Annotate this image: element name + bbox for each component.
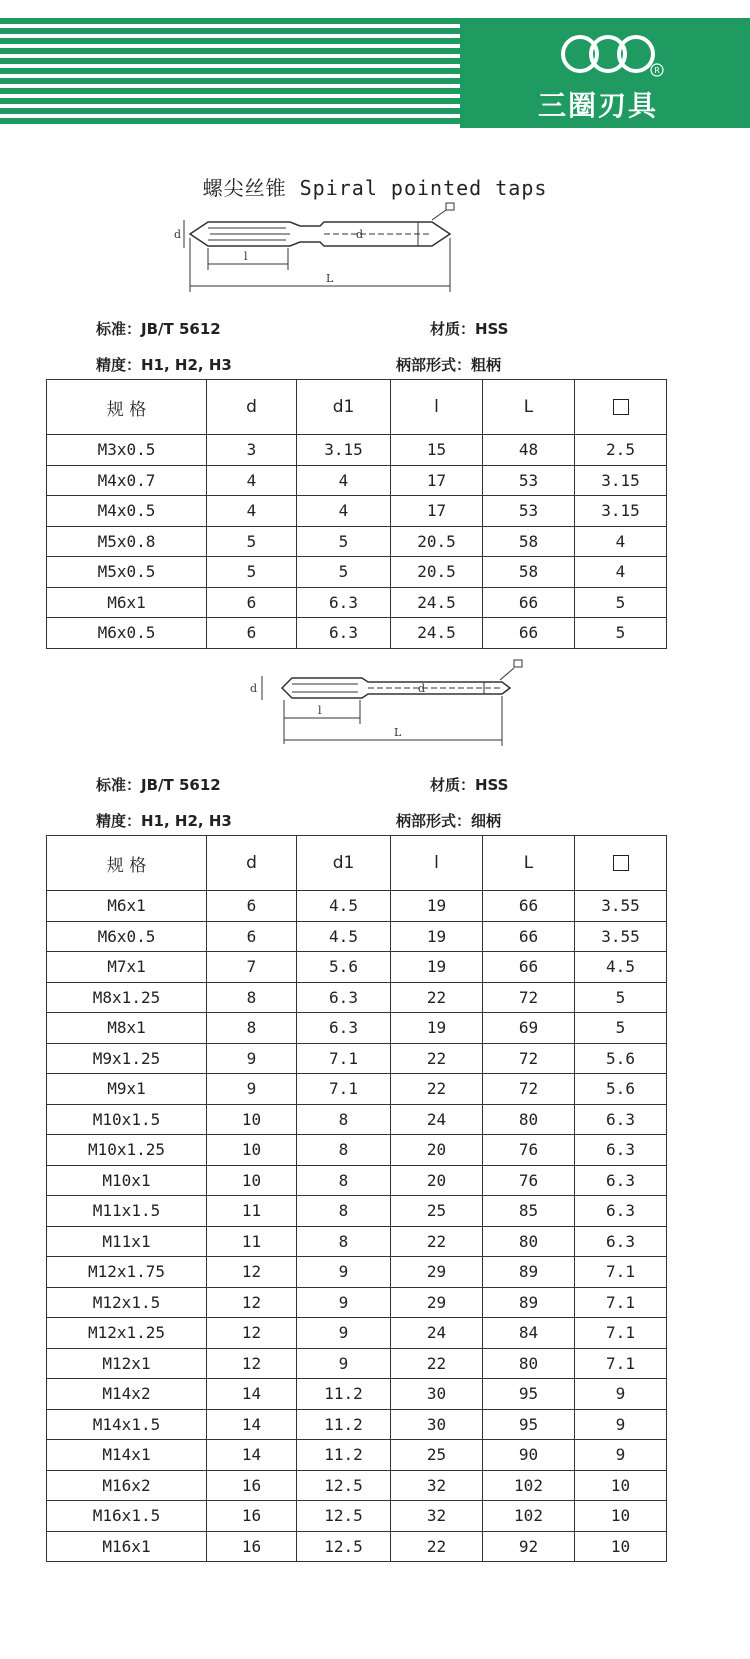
table-cell: 22 xyxy=(391,1074,483,1105)
table-cell: 22 xyxy=(391,1531,483,1562)
table-cell: 90 xyxy=(483,1440,575,1471)
table-cell: 29 xyxy=(391,1287,483,1318)
table-cell: 92 xyxy=(483,1531,575,1562)
table-cell: M6x0.5 xyxy=(47,921,207,952)
table-cell: 32 xyxy=(391,1501,483,1532)
table-row xyxy=(47,1318,667,1349)
column-header: d xyxy=(207,836,297,891)
table-cell: 10 xyxy=(575,1470,667,1501)
table-row xyxy=(47,435,667,466)
table-cell: 12 xyxy=(207,1257,297,1288)
table-row xyxy=(47,1501,667,1532)
table-cell: 76 xyxy=(483,1165,575,1196)
table-cell: 80 xyxy=(483,1348,575,1379)
table-cell: 19 xyxy=(391,921,483,952)
column-header xyxy=(575,836,667,891)
table-cell: 3.55 xyxy=(575,891,667,922)
table-cell: M6x1 xyxy=(47,891,207,922)
table-row xyxy=(47,1348,667,1379)
table-cell: 22 xyxy=(391,1226,483,1257)
square-shank-icon xyxy=(613,855,629,871)
table-cell: 30 xyxy=(391,1409,483,1440)
table-row xyxy=(47,1135,667,1166)
table-cell: 9 xyxy=(575,1379,667,1410)
spec-standard: 标准：JB/T 5612 xyxy=(96,320,221,338)
table-cell: 69 xyxy=(483,1013,575,1044)
table-cell: 8 xyxy=(207,982,297,1013)
table-cell: M8x1 xyxy=(47,1013,207,1044)
table-cell: 6.3 xyxy=(575,1226,667,1257)
column-header: 规 格 xyxy=(47,380,207,435)
table-cell: 66 xyxy=(483,891,575,922)
registered-mark: R xyxy=(654,66,660,75)
table-cell: 3.15 xyxy=(297,435,391,466)
table-cell: 4 xyxy=(207,465,297,496)
table-cell: 17 xyxy=(391,465,483,496)
table-cell: M6x0.5 xyxy=(47,618,207,649)
table-cell: 58 xyxy=(483,557,575,588)
table-row xyxy=(47,618,667,649)
table-cell: 3.15 xyxy=(575,465,667,496)
table-cell: 8 xyxy=(297,1104,391,1135)
table-cell: 11 xyxy=(207,1226,297,1257)
table-cell: 19 xyxy=(391,1013,483,1044)
table-cell: 48 xyxy=(483,435,575,466)
drawing-d-label: d xyxy=(174,228,182,241)
column-header xyxy=(575,380,667,435)
brand-box xyxy=(460,18,750,128)
table-cell: 84 xyxy=(483,1318,575,1349)
table-cell: M4x0.5 xyxy=(47,496,207,527)
table-cell: M3x0.5 xyxy=(47,435,207,466)
three-rings-logo-icon xyxy=(560,32,670,80)
table-cell: 15 xyxy=(391,435,483,466)
table-cell: M16x1.5 xyxy=(47,1501,207,1532)
column-header: L xyxy=(483,380,575,435)
column-header: l xyxy=(391,836,483,891)
table-row xyxy=(47,1074,667,1105)
table-cell: 12.5 xyxy=(297,1501,391,1532)
table-cell: 12.5 xyxy=(297,1470,391,1501)
table-cell: 24.5 xyxy=(391,618,483,649)
table-cell: M7x1 xyxy=(47,952,207,983)
table-cell: M5x0.5 xyxy=(47,557,207,588)
table-cell: M9x1.25 xyxy=(47,1043,207,1074)
table-cell: M5x0.8 xyxy=(47,526,207,557)
table-cell: 6.3 xyxy=(297,1013,391,1044)
table-cell: 66 xyxy=(483,921,575,952)
table-cell: 12 xyxy=(207,1318,297,1349)
table-cell: 95 xyxy=(483,1409,575,1440)
table-row xyxy=(47,1531,667,1562)
tap-drawing-coarse-shank xyxy=(170,198,510,308)
table-cell: M10x1 xyxy=(47,1165,207,1196)
spec2-shank: 柄部形式：细柄 xyxy=(396,812,502,830)
tap-drawing-reduced-shank xyxy=(232,652,532,758)
drawing-L-label: L xyxy=(326,272,334,285)
table-cell: 5 xyxy=(575,1013,667,1044)
table-cell: 7.1 xyxy=(575,1348,667,1379)
table-cell: 4.5 xyxy=(297,921,391,952)
drawing2-d-label: d xyxy=(250,682,258,695)
table-cell: 11.2 xyxy=(297,1440,391,1471)
table-row xyxy=(47,1287,667,1318)
table-cell: 89 xyxy=(483,1257,575,1288)
drawing2-l-label: l xyxy=(318,704,322,717)
table-row xyxy=(47,1470,667,1501)
column-header: d1 xyxy=(297,836,391,891)
table-cell: M8x1.25 xyxy=(47,982,207,1013)
table-cell: M11x1 xyxy=(47,1226,207,1257)
table-cell: 25 xyxy=(391,1440,483,1471)
spec-material: 材质：HSS xyxy=(430,320,509,338)
drawing-l-label: l xyxy=(244,250,248,263)
table-cell: 6 xyxy=(207,891,297,922)
table-cell: M12x1 xyxy=(47,1348,207,1379)
brand-name: 三圈刃具 xyxy=(538,89,659,122)
table-cell: 5.6 xyxy=(575,1074,667,1105)
table-cell: 9 xyxy=(575,1440,667,1471)
table-row xyxy=(47,891,667,922)
table-cell: 102 xyxy=(483,1470,575,1501)
table-cell: 6.3 xyxy=(575,1135,667,1166)
table-cell: M4x0.7 xyxy=(47,465,207,496)
table-cell: 9 xyxy=(207,1043,297,1074)
table-cell: 5 xyxy=(575,587,667,618)
table-row xyxy=(47,1013,667,1044)
table-cell: 11.2 xyxy=(297,1379,391,1410)
table-header-row xyxy=(47,380,667,435)
table-cell: 22 xyxy=(391,982,483,1013)
table-cell: 95 xyxy=(483,1379,575,1410)
brand-banner xyxy=(0,18,750,128)
table-row xyxy=(47,1165,667,1196)
table-cell: 10 xyxy=(575,1501,667,1532)
table-cell: 20 xyxy=(391,1135,483,1166)
table-cell: 9 xyxy=(297,1287,391,1318)
table-row xyxy=(47,1104,667,1135)
table-cell: 5 xyxy=(207,526,297,557)
table-cell: 29 xyxy=(391,1257,483,1288)
table-row xyxy=(47,1379,667,1410)
table-cell: M14x1.5 xyxy=(47,1409,207,1440)
table-cell: M10x1.5 xyxy=(47,1104,207,1135)
table-row xyxy=(47,1257,667,1288)
table-cell: 14 xyxy=(207,1379,297,1410)
table-cell: 76 xyxy=(483,1135,575,1166)
table-cell: 5 xyxy=(575,982,667,1013)
banner-stripes xyxy=(0,18,460,128)
spec-accuracy: 精度：H1, H2, H3 xyxy=(96,356,232,374)
table-cell: 14 xyxy=(207,1409,297,1440)
table-cell: M16x1 xyxy=(47,1531,207,1562)
table-cell: 10 xyxy=(207,1104,297,1135)
table-row xyxy=(47,557,667,588)
table-cell: 14 xyxy=(207,1440,297,1471)
spec-table-reduced-shank xyxy=(46,835,667,1562)
spec2-accuracy: 精度：H1, H2, H3 xyxy=(96,812,232,830)
table-cell: 20.5 xyxy=(391,557,483,588)
table-cell: 11.2 xyxy=(297,1409,391,1440)
table-cell: 72 xyxy=(483,1074,575,1105)
table-cell: M9x1 xyxy=(47,1074,207,1105)
table-cell: 5 xyxy=(297,526,391,557)
table-cell: 4 xyxy=(297,465,391,496)
table-cell: 22 xyxy=(391,1348,483,1379)
table-cell: 9 xyxy=(297,1348,391,1379)
table-cell: 3.15 xyxy=(575,496,667,527)
table-row xyxy=(47,1196,667,1227)
table-cell: 25 xyxy=(391,1196,483,1227)
spec-table-coarse-shank xyxy=(46,379,667,649)
table-cell: 58 xyxy=(483,526,575,557)
table-cell: M11x1.5 xyxy=(47,1196,207,1227)
table-cell: M14x2 xyxy=(47,1379,207,1410)
table-cell: 8 xyxy=(297,1196,391,1227)
table-cell: 4 xyxy=(297,496,391,527)
table-cell: 7.1 xyxy=(575,1318,667,1349)
table-cell: 32 xyxy=(391,1470,483,1501)
table-cell: M12x1.5 xyxy=(47,1287,207,1318)
table-cell: 7.1 xyxy=(575,1257,667,1288)
table-cell: 5 xyxy=(575,618,667,649)
table-cell: 6.3 xyxy=(297,587,391,618)
table-cell: 24 xyxy=(391,1318,483,1349)
drawing2-d1-label: d xyxy=(418,682,426,695)
table-header-row xyxy=(47,836,667,891)
table-cell: 53 xyxy=(483,465,575,496)
table-cell: 80 xyxy=(483,1104,575,1135)
table-cell: 6.3 xyxy=(575,1196,667,1227)
table-cell: 80 xyxy=(483,1226,575,1257)
table-cell: 4.5 xyxy=(575,952,667,983)
table-cell: 24.5 xyxy=(391,587,483,618)
column-header: L xyxy=(483,836,575,891)
table-row xyxy=(47,1226,667,1257)
table-cell: 6 xyxy=(207,587,297,618)
table-cell: 7.1 xyxy=(297,1074,391,1105)
table-cell: 4 xyxy=(207,496,297,527)
table-row xyxy=(47,1409,667,1440)
table-cell: 24 xyxy=(391,1104,483,1135)
table-cell: 8 xyxy=(297,1135,391,1166)
column-header: l xyxy=(391,380,483,435)
table-cell: M14x1 xyxy=(47,1440,207,1471)
table-cell: 8 xyxy=(207,1013,297,1044)
table-cell: 12 xyxy=(207,1287,297,1318)
table-cell: 5.6 xyxy=(297,952,391,983)
table-cell: 10 xyxy=(207,1165,297,1196)
table-cell: 8 xyxy=(297,1165,391,1196)
table-cell: M12x1.25 xyxy=(47,1318,207,1349)
table-cell: 3 xyxy=(207,435,297,466)
table-cell: 7.1 xyxy=(575,1287,667,1318)
table-cell: 19 xyxy=(391,891,483,922)
table-cell: 16 xyxy=(207,1501,297,1532)
table-cell: M6x1 xyxy=(47,587,207,618)
table-row xyxy=(47,982,667,1013)
table-cell: 6.3 xyxy=(297,982,391,1013)
table-cell: 72 xyxy=(483,1043,575,1074)
table-cell: 8 xyxy=(297,1226,391,1257)
table-cell: 53 xyxy=(483,496,575,527)
table-cell: 30 xyxy=(391,1379,483,1410)
drawing2-L-label: L xyxy=(394,726,402,739)
table-row xyxy=(47,465,667,496)
table-cell: 3.55 xyxy=(575,921,667,952)
table-cell: 5 xyxy=(207,557,297,588)
table-cell: 6.3 xyxy=(575,1165,667,1196)
table-cell: 6.3 xyxy=(297,618,391,649)
table-cell: 66 xyxy=(483,952,575,983)
table-row xyxy=(47,952,667,983)
spec-shank: 柄部形式：粗柄 xyxy=(396,356,502,374)
table-cell: 20.5 xyxy=(391,526,483,557)
table-cell: 89 xyxy=(483,1287,575,1318)
table-cell: M12x1.75 xyxy=(47,1257,207,1288)
table-cell: 9 xyxy=(297,1318,391,1349)
table-cell: 9 xyxy=(207,1074,297,1105)
table-cell: 17 xyxy=(391,496,483,527)
table-cell: 85 xyxy=(483,1196,575,1227)
table-row xyxy=(47,587,667,618)
column-header: 规 格 xyxy=(47,836,207,891)
table-cell: 7.1 xyxy=(297,1043,391,1074)
table-cell: 6.3 xyxy=(575,1104,667,1135)
table-cell: 6 xyxy=(207,618,297,649)
table-cell: 6 xyxy=(207,921,297,952)
table-cell: M10x1.25 xyxy=(47,1135,207,1166)
table-cell: 5 xyxy=(297,557,391,588)
table-cell: M16x2 xyxy=(47,1470,207,1501)
table-cell: 2.5 xyxy=(575,435,667,466)
page-title: 螺尖丝锥 Spiral pointed taps xyxy=(202,176,548,200)
table-cell: 12 xyxy=(207,1348,297,1379)
table-row xyxy=(47,1440,667,1471)
square-shank-icon xyxy=(613,399,629,415)
table-row xyxy=(47,496,667,527)
table-cell: 7 xyxy=(207,952,297,983)
table-cell: 4.5 xyxy=(297,891,391,922)
table-cell: 9 xyxy=(575,1409,667,1440)
table-cell: 72 xyxy=(483,982,575,1013)
table-cell: 10 xyxy=(207,1135,297,1166)
table-cell: 11 xyxy=(207,1196,297,1227)
spec2-standard: 标准：JB/T 5612 xyxy=(96,776,221,794)
table-cell: 16 xyxy=(207,1470,297,1501)
table-cell: 4 xyxy=(575,526,667,557)
table-cell: 66 xyxy=(483,618,575,649)
spec2-material: 材质：HSS xyxy=(430,776,509,794)
table-cell: 12.5 xyxy=(297,1531,391,1562)
table-cell: 66 xyxy=(483,587,575,618)
table-cell: 9 xyxy=(297,1257,391,1288)
table-cell: 102 xyxy=(483,1501,575,1532)
table-row xyxy=(47,526,667,557)
table-cell: 10 xyxy=(575,1531,667,1562)
column-header: d xyxy=(207,380,297,435)
table-cell: 5.6 xyxy=(575,1043,667,1074)
table-cell: 16 xyxy=(207,1531,297,1562)
table-cell: 4 xyxy=(575,557,667,588)
table-cell: 19 xyxy=(391,952,483,983)
table-row xyxy=(47,921,667,952)
column-header: d1 xyxy=(297,380,391,435)
drawing-d1-label: d xyxy=(356,228,364,241)
table-cell: 22 xyxy=(391,1043,483,1074)
table-cell: 20 xyxy=(391,1165,483,1196)
table-row xyxy=(47,1043,667,1074)
